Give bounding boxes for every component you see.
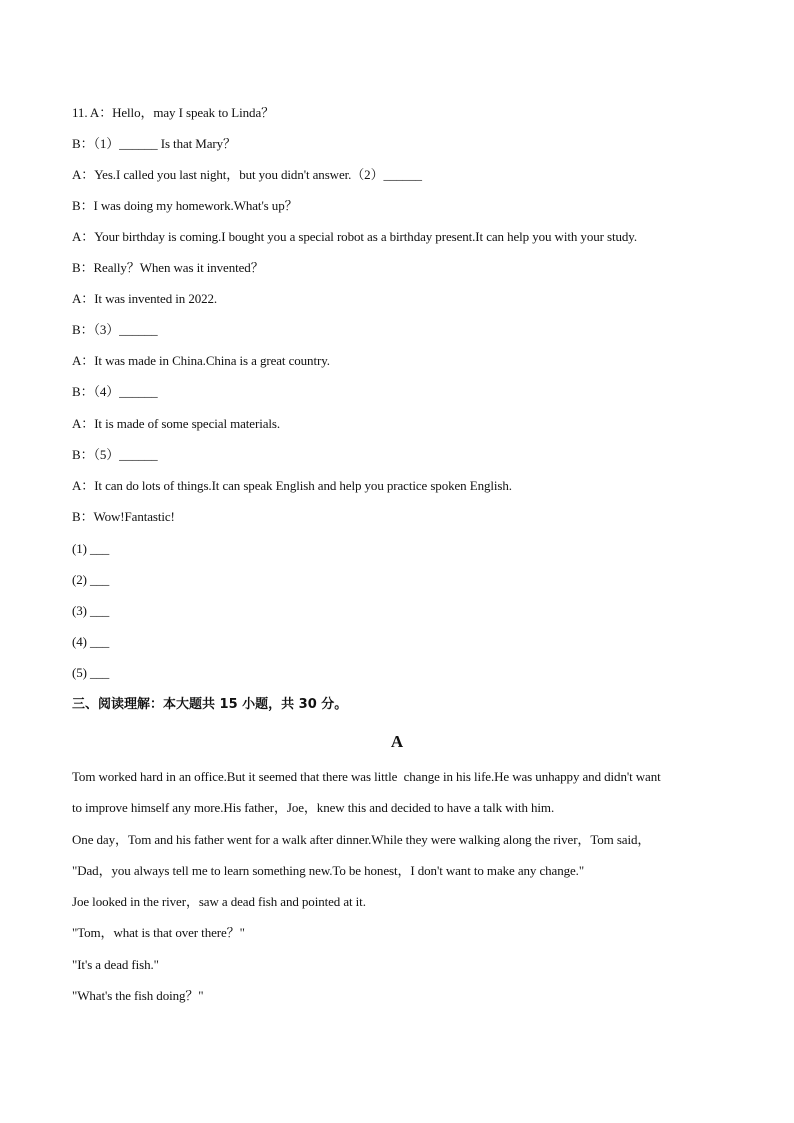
answer-blank: (5) ___ bbox=[72, 665, 110, 680]
dialogue-line: B：（3）______ bbox=[72, 322, 158, 337]
dialogue-line: A：It is made of some special materials. bbox=[72, 416, 281, 431]
dialogue-line: A：It was made in China.China is a great country. bbox=[72, 353, 330, 368]
passage-line: "What's the fish doing？" bbox=[72, 988, 204, 1003]
dialogue-line: B：Wow!Fantastic! bbox=[72, 509, 175, 524]
passage-line: "Tom，what is that over there？" bbox=[72, 925, 245, 940]
passage-line: to improve himself any more.His father，Joe，knew this and decided to have a talk with him. bbox=[72, 800, 555, 815]
answer-blank: (3) ___ bbox=[72, 603, 110, 618]
passage-title: A bbox=[390, 732, 404, 751]
dialogue-line: B：（5）______ bbox=[72, 447, 158, 462]
dialogue-line: B：Really？When was it invented？ bbox=[72, 260, 264, 275]
dialogue-line: 11. A：Hello，may I speak to Linda？ bbox=[72, 105, 275, 120]
dialogue-line: B：（1）______ Is that Mary？ bbox=[72, 136, 236, 151]
answer-blank: (4) ___ bbox=[72, 634, 110, 649]
passage-line: "It's a dead fish." bbox=[72, 957, 159, 972]
passage-line: Tom worked hard in an office.But it seemed that there was little change in his life.He was unhappy and didn't want bbox=[72, 769, 661, 784]
dialogue-line: A：Your birthday is coming.I bought you a special robot as a birthday present.It can help you with your study. bbox=[72, 229, 637, 244]
dialogue-line: A：Yes.I called you last night，but you didn't answer.（2）______ bbox=[72, 167, 422, 182]
dialogue-line: A：It can do lots of things.It can speak English and help you practice spoken English. bbox=[72, 478, 512, 493]
answer-blank: (1) ___ bbox=[72, 541, 110, 556]
section-heading: 三、阅读理解：本大题共 15 小题，共 30 分。 bbox=[72, 697, 348, 712]
passage-line: "Dad，you always tell me to learn something new.To be honest，I don't want to make any change." bbox=[72, 863, 585, 878]
dialogue-line: B：I was doing my homework.What's up？ bbox=[72, 198, 298, 213]
dialogue-line: A：It was invented in 2022. bbox=[72, 291, 218, 306]
answer-blank: (2) ___ bbox=[72, 572, 110, 587]
dialogue-line: B：（4）______ bbox=[72, 384, 158, 399]
passage-line: One day，Tom and his father went for a walk after dinner.While they were walking along the river，Tom said， bbox=[72, 832, 651, 847]
passage-line: Joe looked in the river，saw a dead fish and pointed at it. bbox=[72, 894, 366, 909]
